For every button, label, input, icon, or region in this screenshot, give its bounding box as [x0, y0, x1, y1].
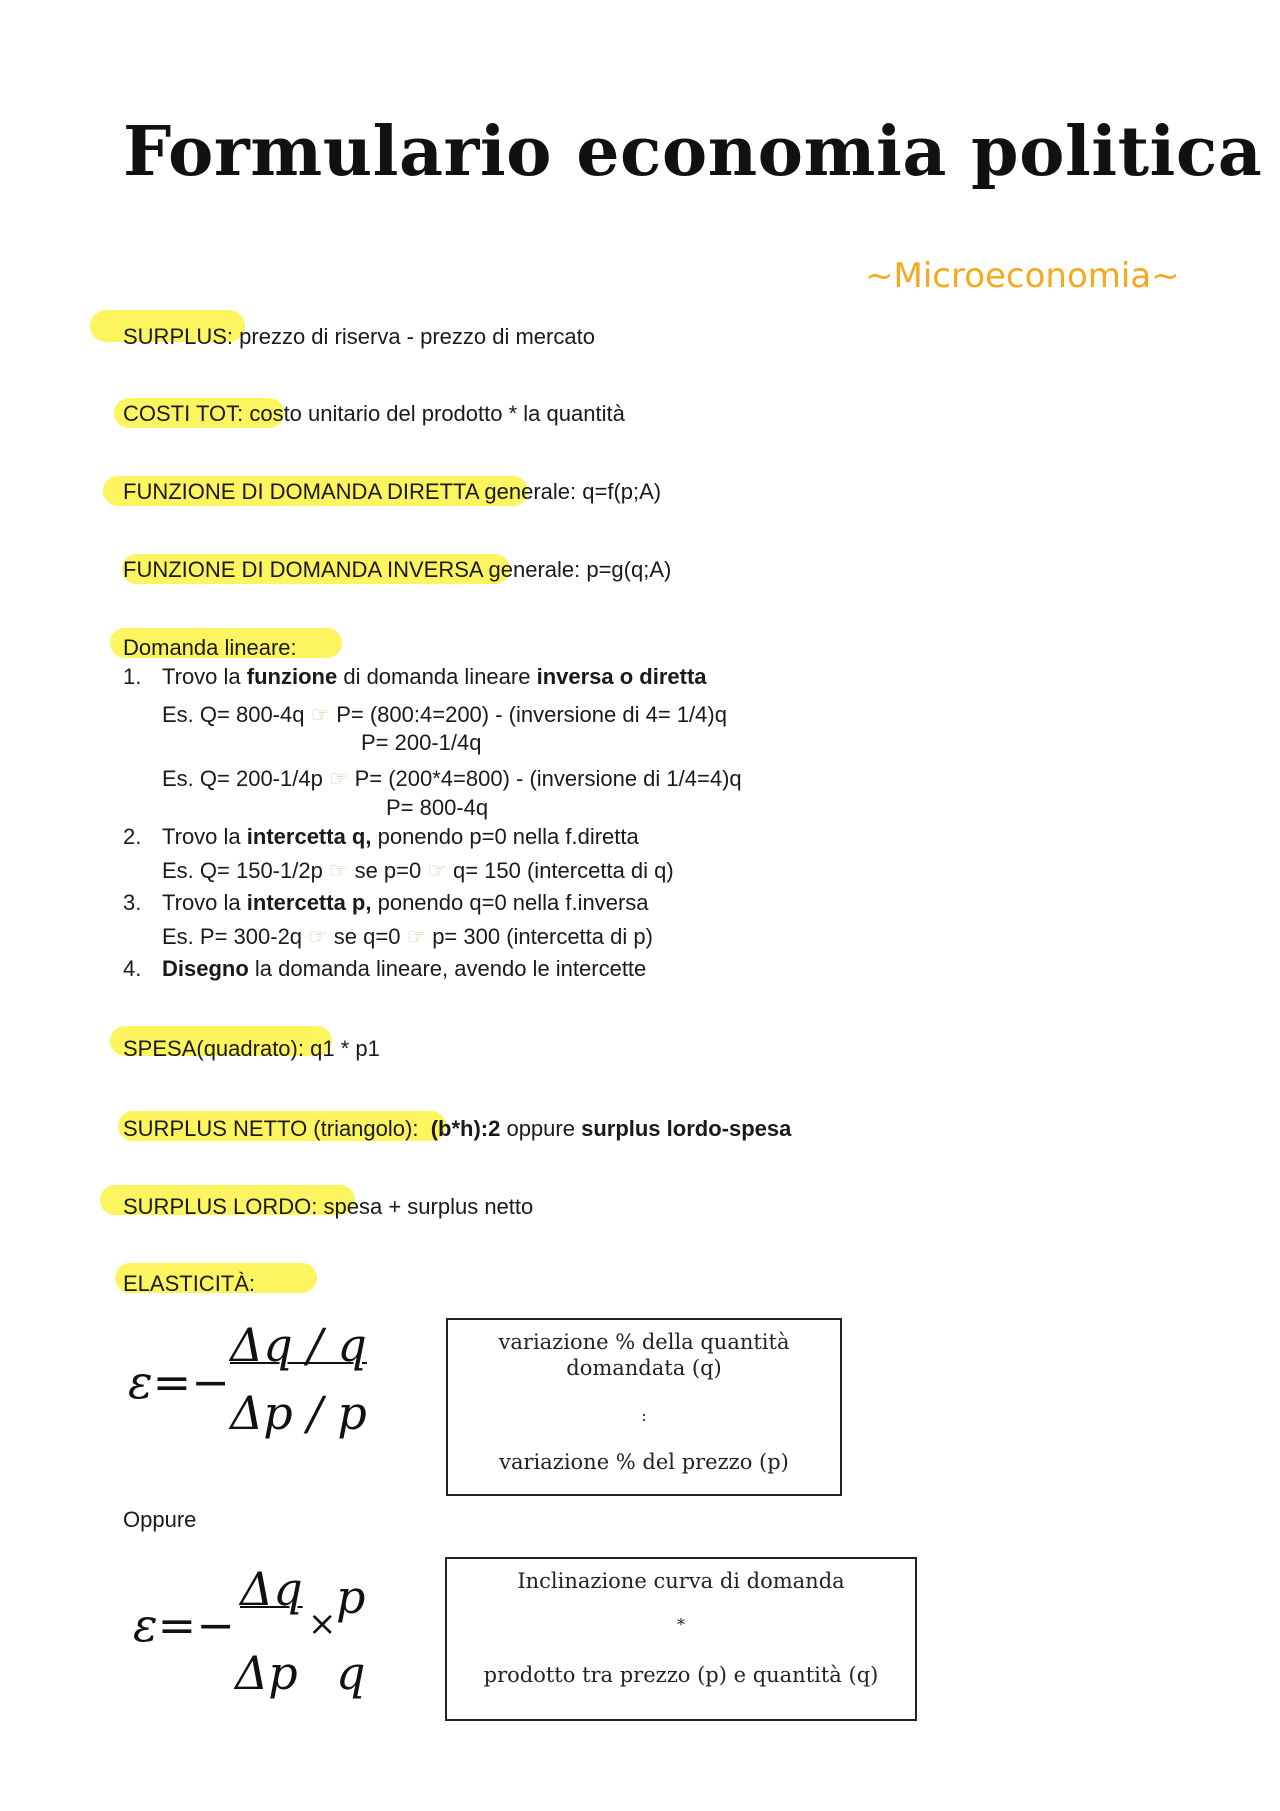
pointing-hand-icon: ☞ [427, 858, 447, 883]
step-text: Trovo la [162, 824, 247, 849]
definition-label: SURPLUS: [123, 324, 234, 349]
example-text: P= (200*4=800) - (inversione di 1/4=4)q [354, 766, 742, 791]
definition-text: spesa + surplus netto [317, 1194, 534, 1219]
domanda-label: Domanda lineare: [123, 635, 297, 660]
step-number: 4. [123, 956, 142, 981]
definition-text: generale: p=g(q;A) [482, 557, 672, 582]
domanda-lineare-heading [123, 634, 297, 662]
definition-label: COSTI TOT: [123, 401, 244, 426]
definition-surplus [123, 323, 595, 351]
example-text: Es. Q= 800-4q [162, 702, 305, 727]
example-text: p= 300 (intercetta di p) [432, 924, 653, 949]
example-text: q= 150 (intercetta di q) [452, 858, 674, 883]
definition-label: ELASTICITÀ: [123, 1271, 256, 1296]
formula-numerator: Δq [240, 1562, 303, 1616]
box-line: variazione % del prezzo (p) [499, 1450, 789, 1474]
definition-label: FUNZIONE DI DOMANDA DIRETTA [123, 479, 479, 504]
definition-inversa [123, 556, 671, 584]
elasticita-heading [123, 1270, 255, 1298]
definition-spesa [123, 1035, 380, 1063]
step-4 [162, 955, 646, 983]
formula-lhs: ε=− [133, 1598, 235, 1652]
definition-bold: surplus lordo-spesa [581, 1116, 792, 1141]
step-bold: Disegno [162, 956, 249, 981]
definition-surplus-lordo [123, 1193, 533, 1221]
step-bold: intercetta q, [246, 824, 372, 849]
oppure-text: Oppure [123, 1507, 197, 1532]
section-subtitle: ~Microeconomia~ [865, 256, 1180, 296]
definition-text: q1 * p1 [303, 1036, 380, 1061]
box-line: prodotto tra prezzo (p) e quantità (q) [483, 1663, 879, 1687]
pointing-hand-icon: ☞ [328, 858, 349, 883]
step-bold: intercetta p, [246, 890, 372, 915]
definition-text: prezzo di riserva - prezzo di mercato [233, 324, 595, 349]
step-3 [162, 889, 649, 917]
pointing-hand-icon: ☞ [308, 924, 328, 949]
formula-denominator: q [336, 1646, 366, 1700]
definition-label: SURPLUS NETTO (triangolo): [123, 1116, 419, 1141]
step-text: di domanda lineare [337, 664, 537, 689]
step-text: ponendo q=0 nella f.inversa [371, 890, 649, 915]
example-text: P= (800:4=200) - (inversione di 4= 1/4)q [336, 702, 727, 727]
explanation-box [446, 1318, 842, 1496]
definition-text: costo unitario del prodotto * la quantità [243, 401, 625, 426]
step-number: 1. [123, 664, 142, 689]
definition-label: FUNZIONE DI DOMANDA INVERSA [123, 557, 483, 582]
example-line [162, 857, 674, 885]
definition-label: SPESA(quadrato): [123, 1036, 304, 1061]
example-result: P= 200-1/4q [361, 730, 482, 755]
example-text: se p=0 [354, 858, 422, 883]
definition-surplus-netto [123, 1115, 791, 1143]
box-line: variazione % della quantità [498, 1330, 790, 1354]
step-text: Trovo la [162, 664, 247, 689]
formula-denominator: Δp / p [230, 1386, 367, 1440]
definition-text: generale: q=f(p;A) [478, 479, 662, 504]
step-1 [162, 663, 707, 691]
definition-diretta [123, 478, 661, 506]
definition-bold: (b*h):2 [430, 1116, 501, 1141]
step-bold: funzione [246, 664, 338, 689]
box-separator: : [641, 1406, 647, 1425]
example-text: Es. P= 300-2q [162, 924, 303, 949]
definition-label: SURPLUS LORDO: [123, 1194, 318, 1219]
step-number: 2. [123, 824, 142, 849]
example-text: Es. Q= 200-1/4p [162, 766, 323, 791]
formula-numerator: Δq / q [230, 1318, 367, 1372]
step-2 [162, 823, 639, 851]
step-bold: inversa o diretta [536, 664, 707, 689]
example-line [162, 923, 653, 951]
formula-lhs: ε=− [128, 1355, 230, 1409]
box-line: Inclinazione curva di domanda [517, 1569, 845, 1593]
formula-times: × [308, 1604, 337, 1644]
explanation-box [445, 1557, 917, 1721]
box-separator: * [677, 1615, 685, 1634]
pointing-hand-icon: ☞ [310, 702, 331, 727]
pointing-hand-icon: ☞ [328, 766, 349, 791]
step-text: Trovo la [162, 890, 247, 915]
page-title: Formulario economia politica [123, 112, 1263, 192]
example-text: se q=0 [333, 924, 401, 949]
step-text: la domanda lineare, avendo le intercette [248, 956, 647, 981]
formula-numerator: p [336, 1570, 366, 1624]
example-line [162, 701, 727, 729]
example-line [162, 765, 742, 793]
formula-denominator: Δp [235, 1646, 298, 1700]
definition-costi [123, 400, 625, 428]
pointing-hand-icon: ☞ [406, 924, 427, 949]
step-text: ponendo p=0 nella f.diretta [371, 824, 639, 849]
box-line: domandata (q) [566, 1356, 722, 1380]
example-result: P= 800-4q [386, 795, 489, 820]
step-number: 3. [123, 890, 142, 915]
definition-text: oppure [500, 1116, 582, 1141]
example-text: Es. Q= 150-1/2p [162, 858, 323, 883]
